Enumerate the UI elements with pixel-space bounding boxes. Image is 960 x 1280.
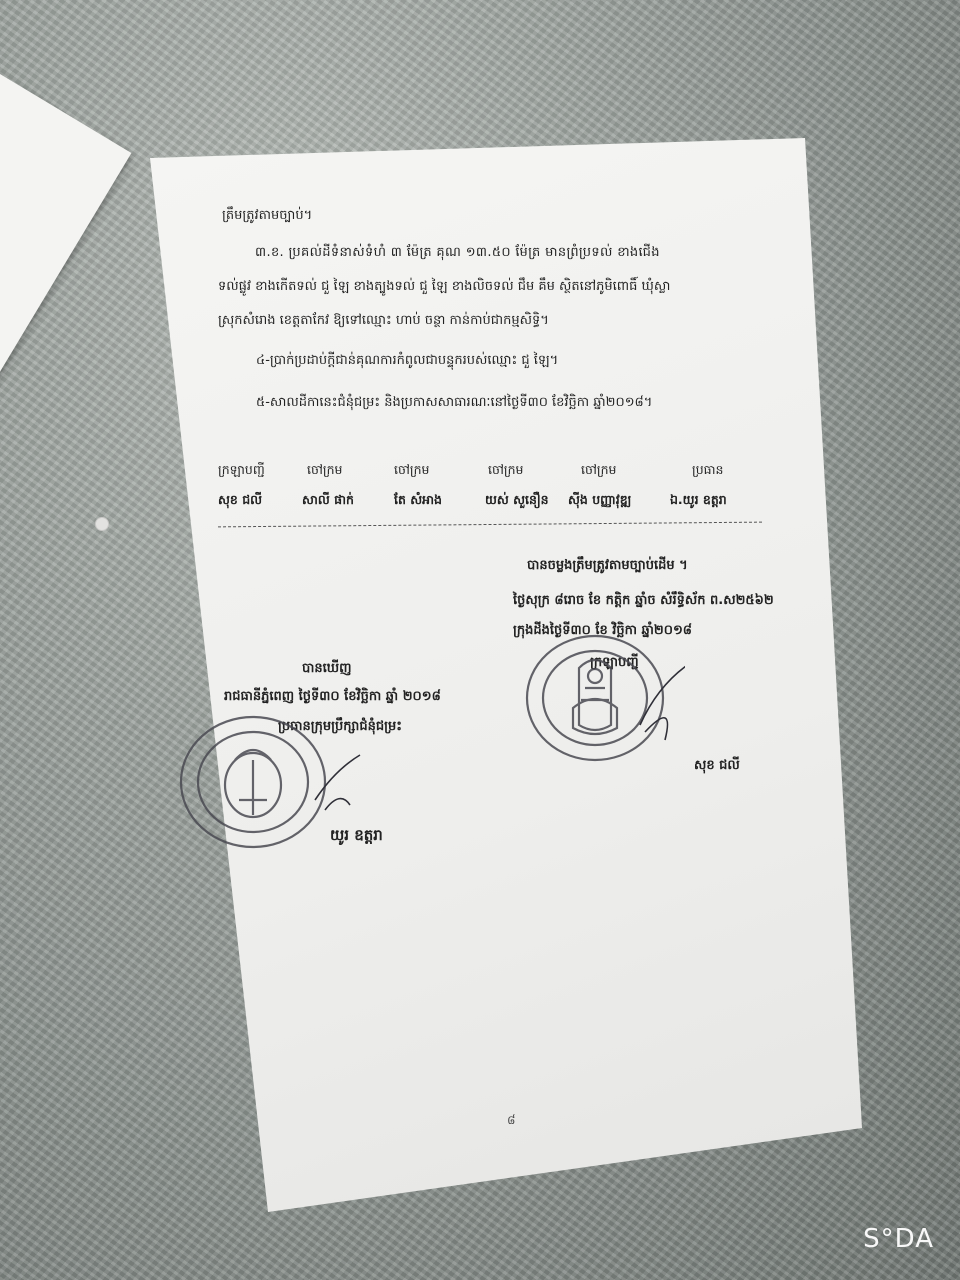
- signatory-role-2: ចៅក្រម: [307, 462, 343, 477]
- president-title: ប្រធានក្រុមប្រឹក្សាជំនុំជម្រះ: [278, 719, 402, 734]
- item-4: ៤-ប្រាក់ប្រដាប់ក្តីជាន់គុណការកំពូលជាបន្ទុករបស់ឈ្មោះ ជួ ឡៃ។: [256, 353, 559, 368]
- paragraph-3b-line1: ៣.ខ. ប្រគល់ដីទំនាស់ទំហំ ៣ ម៉ែត្រ គុណ ១៣.៥០ ម៉ែត្រ មានព្រំប្រទល់ ខាងជើង: [255, 245, 660, 260]
- copy-date-line: ក្រុងដីងថ្ងៃទី៣០ ខែ វិច្ឆិកា ឆ្នាំ២០១៨: [513, 623, 692, 638]
- lunar-date-line: ថ្ងៃសុក្រ ៨រោច ខែ កត្តិក ឆ្នាំច សំរឹទ្ធិស័ក ព.ស២៥៦២: [513, 593, 774, 608]
- seen-date-line: រាជធានីភ្នំពេញ ថ្ងៃទី៣០ ខែវិច្ឆិកា ឆ្នាំ ២០១៨: [224, 689, 441, 704]
- signatory-role-5: ចៅក្រម: [581, 462, 617, 477]
- signatory-role-6: ប្រធាន: [692, 462, 724, 477]
- president-name: យូរ ឧត្តរា: [330, 826, 383, 844]
- signatory-name-5: ស៊ីង បញ្ញាវុឌ្ឍ: [568, 492, 632, 507]
- paragraph-3b-line2: ទល់ផ្លូវ ខាងកើតទល់ ជួ ឡៃ ខាងត្បូងទល់ ជួ ឡៃ ខាងលិចទល់ ជឹម គឹម ស្ថិតនៅភូមិពោធិ៍ ឃុំស្លា: [218, 279, 671, 294]
- dashed-divider: [218, 522, 762, 528]
- seen-label: បានឃើញ: [302, 661, 352, 676]
- intro-line: ត្រឹមត្រូវតាមច្បាប់។: [222, 208, 313, 223]
- paragraph-3b-line3: ស្រុកសំរោង ខេត្តតាកែវ ឱ្យទៅឈ្មោះ ហាប់ ចន្ថា កាន់កាប់ជាកម្មសិទ្ធិ។: [218, 313, 549, 328]
- signatory-name-3: តែ សំអាង: [394, 492, 442, 507]
- item-5: ៥-សាលដីកានេះជំនុំជម្រះ និងប្រកាសសាធារណៈនៅថ្ងៃទី៣០ ខែវិច្ឆិកា ឆ្នាំ២០១៨។: [256, 395, 653, 410]
- clerk-name: សុខ ជលី: [694, 758, 740, 773]
- court-seal-icon: [175, 710, 365, 860]
- punch-hole: [95, 517, 109, 531]
- signatory-role-4: ចៅក្រម: [488, 462, 524, 477]
- signatory-role-3: ចៅក្រម: [394, 462, 430, 477]
- signatory-role-1: ក្រឡាបញ្ជី: [218, 462, 265, 477]
- certified-copy-line: បានចម្លងត្រឹមត្រូវតាមច្បាប់ដើម ។: [527, 558, 688, 573]
- signatory-name-2: សាលី ផាក់: [302, 492, 354, 507]
- page-number: ៨: [507, 1113, 516, 1127]
- deity-seal-icon: [515, 630, 685, 770]
- clerk-title: ក្រឡាបញ្ជី: [590, 655, 639, 670]
- app-watermark: S°DA: [863, 1224, 934, 1254]
- signatory-name-4: យស់ សួនឿន: [485, 492, 549, 507]
- signatory-name-6: ឯ.យូរ ឧត្តរា: [670, 492, 727, 507]
- signatory-name-1: សុខ ជលី: [218, 492, 263, 507]
